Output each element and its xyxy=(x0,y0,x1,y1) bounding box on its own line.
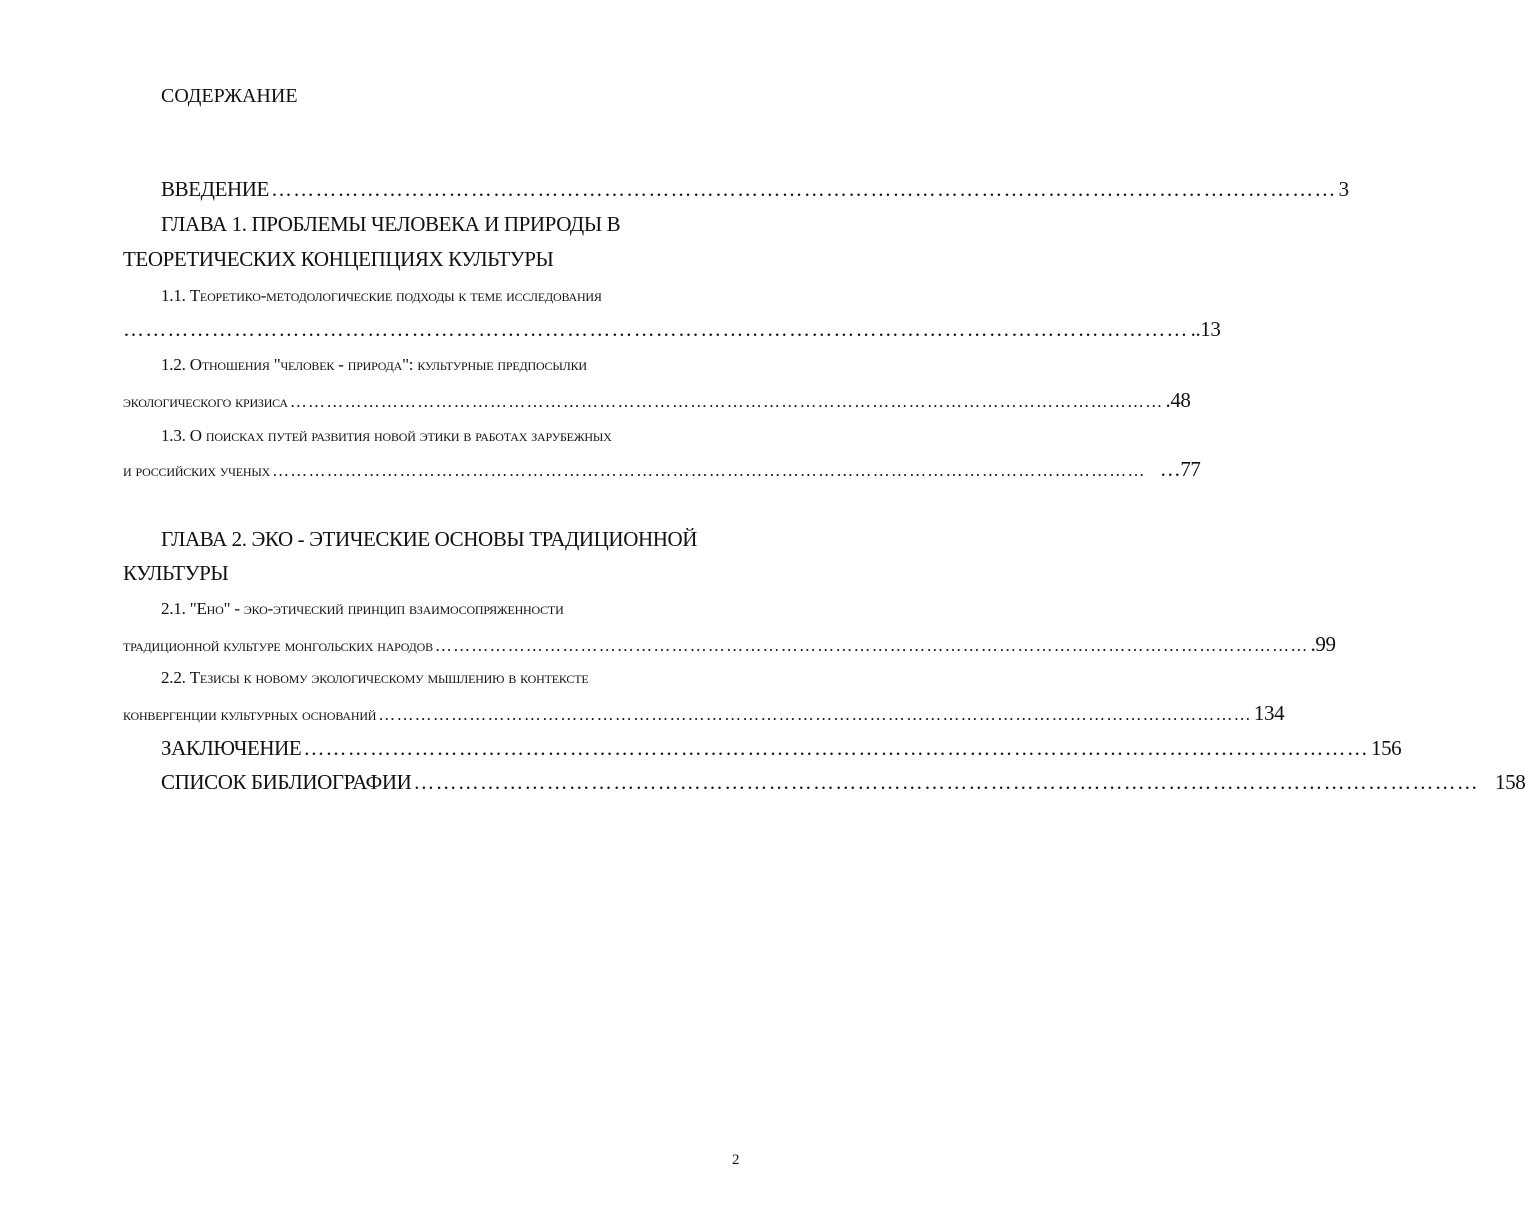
dot-leader: ……………………………………………………………………………………………………………………………… xyxy=(413,770,1480,794)
dot-leader: ……………………………………………………………………………………………………………………………… xyxy=(270,177,1337,201)
dot-leader: ……………………………………………………………………………………………………………………………… xyxy=(303,736,1369,760)
toc-page-number: 156 xyxy=(1370,736,1402,760)
toc-entry-label: ЗАКЛЮЧЕНИЕ xyxy=(161,736,302,760)
dot-leader: ……………………………………………………………………………………………………………………………… xyxy=(434,636,1309,655)
toc-entry-1-2[interactable] xyxy=(123,388,1191,412)
toc-entry-1-3[interactable] xyxy=(123,457,1201,481)
section-1-3-title[interactable]: 1.3. О поисках путей развития новой этики в работах зарубежных xyxy=(161,426,612,445)
toc-entry-2-2[interactable] xyxy=(123,701,1285,725)
toc-page-number: 158 xyxy=(1495,770,1525,794)
toc-entry-label: конвергенции культурных оснований xyxy=(123,705,377,724)
toc-entry-1-1-leader[interactable] xyxy=(123,317,1221,341)
chapter-1-title-line-2[interactable]: ТЕОРЕТИЧЕСКИХ КОНЦЕПЦИЯХ КУЛЬТУРЫ xyxy=(123,247,554,271)
section-1-1-title[interactable]: 1.1. Теоретико-методологические подходы к теме исследования xyxy=(161,286,602,305)
dot-leader: ……………………………………………………………………………………………………………………………… xyxy=(272,461,1146,480)
toc-page-number: 134 xyxy=(1253,701,1285,725)
toc-page-number: .48 xyxy=(1165,388,1191,412)
toc-entry-intro[interactable] xyxy=(161,177,1349,201)
toc-entry-label: СПИСОК БИБЛИОГРАФИИ xyxy=(161,770,412,794)
toc-title: СОДЕРЖАНИЕ xyxy=(161,85,298,107)
toc-entry-label: традиционной культуре монгольских народов xyxy=(123,636,433,655)
toc-entry-2-1[interactable] xyxy=(123,632,1336,656)
dot-leader: ……………………………………………………………………………………………………………………………… xyxy=(123,317,1189,341)
chapter-1-title-line-1[interactable]: ГЛАВА 1. ПРОБЛЕМЫ ЧЕЛОВЕКА И ПРИРОДЫ В xyxy=(161,212,621,236)
section-2-1-title[interactable]: 2.1. "Eho" - эко-этический принцип взаимосопряженности xyxy=(161,599,564,618)
toc-entry-label: ВВЕДЕНИЕ xyxy=(161,177,269,201)
toc-entry-label: и российских ученых xyxy=(123,461,271,480)
dot-leader: ……………………………………………………………………………………………………………………………… xyxy=(289,392,1164,411)
toc-page-number: 3 xyxy=(1338,177,1349,201)
toc-entry-conclusion[interactable] xyxy=(161,736,1402,760)
toc-page-number: .99 xyxy=(1310,632,1336,656)
toc-page-number: …77 xyxy=(1159,457,1201,481)
toc-entry-label: экологического кризиса xyxy=(123,392,288,411)
dot-leader: ……………………………………………………………………………………………………………………………… xyxy=(378,705,1252,724)
section-2-2-title[interactable]: 2.2. Тезисы к новому экологическому мышлению в контексте xyxy=(161,668,589,687)
toc-page-number: ..13 xyxy=(1190,317,1221,341)
page-number: 2 xyxy=(732,1152,740,1168)
toc-entry-bibliography[interactable] xyxy=(161,770,1525,794)
section-1-2-title[interactable]: 1.2. Отношения "человек - природа": культурные предпосылки xyxy=(161,355,587,374)
chapter-2-title-line-1[interactable]: ГЛАВА 2. ЭКО - ЭТИЧЕСКИЕ ОСНОВЫ ТРАДИЦИОННОЙ xyxy=(161,527,698,551)
chapter-2-title-line-2[interactable]: КУЛЬТУРЫ xyxy=(123,561,229,585)
